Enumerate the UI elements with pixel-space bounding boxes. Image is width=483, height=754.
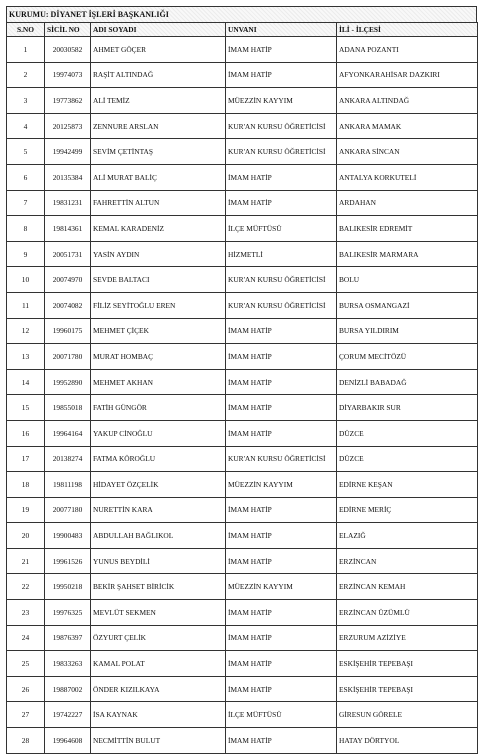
job-title: İMAM HATİP [226,164,337,190]
person-name: MEHMET ÇİÇEK [91,318,226,344]
table-row [7,472,478,498]
row-number: 21 [7,548,45,574]
person-name: KEMAL KARADENİZ [91,216,226,242]
sicil-number: 19855018 [45,395,91,421]
table-row [7,241,478,267]
job-title: MÜEZZİN KAYYIM [226,574,337,600]
location-cell: DÜZCE [337,446,478,472]
sicil-number: 19876397 [45,625,91,651]
person-name: YUNUS BEYDİLİ [91,548,226,574]
table-row [7,292,478,318]
table-row [7,497,478,523]
sicil-number: 20138274 [45,446,91,472]
sicil-number: 19811198 [45,472,91,498]
table-row [7,395,478,421]
row-number: 20 [7,523,45,549]
row-number: 13 [7,344,45,370]
row-number: 15 [7,395,45,421]
sicil-number: 19950218 [45,574,91,600]
location-cell: ESKİŞEHİR TEPEBAŞI [337,676,478,702]
job-title: İLÇE MÜFTÜSÜ [226,702,337,728]
job-title: İMAM HATİP [226,62,337,88]
job-title: MÜEZZİN KAYYIM [226,88,337,114]
location-cell: ANKARA SİNCAN [337,139,478,165]
table-row [7,318,478,344]
person-name: YASİN AYDIN [91,241,226,267]
location-cell: EDİRNE MERİÇ [337,497,478,523]
table-header-row [7,23,478,37]
row-number: 9 [7,241,45,267]
location-cell: ANTALYA KORKUTELİ [337,164,478,190]
job-title: İMAM HATİP [226,651,337,677]
row-number: 2 [7,62,45,88]
job-title: İMAM HATİP [226,395,337,421]
location-cell: ERZİNCAN ÜZÜMLÜ [337,600,478,626]
person-name: ALİ TEMİZ [91,88,226,114]
institution-title: KURUMU: DİYANET İŞLERİ BAŞKANLIĞI [6,6,477,22]
table-row [7,164,478,190]
row-number: 17 [7,446,45,472]
location-cell: DİYARBAKIR SUR [337,395,478,421]
person-name: FATMA KÖROĞLU [91,446,226,472]
sicil-number: 20074082 [45,292,91,318]
sicil-number: 19742227 [45,702,91,728]
job-title: HİZMETLİ [226,241,337,267]
job-title: MÜEZZİN KAYYIM [226,472,337,498]
person-name: ÖZYURT ÇELİK [91,625,226,651]
row-number: 8 [7,216,45,242]
row-number: 3 [7,88,45,114]
person-name: FİLİZ SEYİTOĞLU EREN [91,292,226,318]
table-row [7,62,478,88]
sicil-number: 19900483 [45,523,91,549]
column-header-sicil: SİCİL NO [45,23,91,37]
column-header-title: UNVANI [226,23,337,37]
table-row [7,216,478,242]
person-name: ÖNDER KIZILKAYA [91,676,226,702]
row-number: 1 [7,37,45,63]
row-number: 6 [7,164,45,190]
sicil-number: 19952890 [45,369,91,395]
person-name: MEVLÜT SEKMEN [91,600,226,626]
row-number: 26 [7,676,45,702]
location-cell: ÇORUM MECİTÖZÜ [337,344,478,370]
location-cell: HATAY DÖRTYOL [337,728,478,754]
person-name: MURAT HOMBAÇ [91,344,226,370]
sicil-number: 19964608 [45,728,91,754]
person-name: FAHRETTİN ALTUN [91,190,226,216]
row-number: 14 [7,369,45,395]
table-row [7,728,478,754]
sicil-number: 19960175 [45,318,91,344]
location-cell: DÜZCE [337,420,478,446]
document-page [6,6,477,754]
column-header-sno: S.NO [7,23,45,37]
sicil-number: 19974073 [45,62,91,88]
location-cell: ANKARA ALTINDAĞ [337,88,478,114]
location-cell: BURSA OSMANGAZİ [337,292,478,318]
row-number: 18 [7,472,45,498]
sicil-number: 19814361 [45,216,91,242]
person-name: FATİH GÜNGÖR [91,395,226,421]
table-row [7,369,478,395]
sicil-number: 20074970 [45,267,91,293]
table-row [7,523,478,549]
sicil-number: 20051731 [45,241,91,267]
sicil-number: 20125873 [45,113,91,139]
column-header-name: ADI SOYADI [91,23,226,37]
location-cell: ERZİNCAN [337,548,478,574]
sicil-number: 20071780 [45,344,91,370]
location-cell: ESKİŞEHİR TEPEBAŞI [337,651,478,677]
person-name: İSA KAYNAK [91,702,226,728]
location-cell: ANKARA MAMAK [337,113,478,139]
person-name: KAMAL POLAT [91,651,226,677]
row-number: 7 [7,190,45,216]
job-title: İMAM HATİP [226,37,337,63]
location-cell: ERZİNCAN KEMAH [337,574,478,600]
table-row [7,420,478,446]
table-row [7,190,478,216]
table-row [7,344,478,370]
job-title: KUR'AN KURSU ÖĞRETİCİSİ [226,267,337,293]
job-title: KUR'AN KURSU ÖĞRETİCİSİ [226,446,337,472]
table-row [7,574,478,600]
column-header-location: İLİ - İLÇESİ [337,23,478,37]
table-row [7,625,478,651]
job-title: KUR'AN KURSU ÖĞRETİCİSİ [226,139,337,165]
table-row [7,446,478,472]
row-number: 23 [7,600,45,626]
location-cell: ERZURUM AZİZİYE [337,625,478,651]
sicil-number: 20135384 [45,164,91,190]
row-number: 24 [7,625,45,651]
job-title: İMAM HATİP [226,369,337,395]
row-number: 22 [7,574,45,600]
location-cell: ELAZIĞ [337,523,478,549]
sicil-number: 19833263 [45,651,91,677]
row-number: 10 [7,267,45,293]
table-row [7,676,478,702]
job-title: İMAM HATİP [226,190,337,216]
table-row [7,548,478,574]
job-title: İMAM HATİP [226,548,337,574]
location-cell: BALIKESİR MARMARA [337,241,478,267]
sicil-number: 20077180 [45,497,91,523]
job-title: İMAM HATİP [226,728,337,754]
person-name: NECMİTTİN BULUT [91,728,226,754]
person-name: ALİ MURAT BALİÇ [91,164,226,190]
table-row [7,139,478,165]
job-title: KUR'AN KURSU ÖĞRETİCİSİ [226,292,337,318]
person-name: ZENNURE ARSLAN [91,113,226,139]
sicil-number: 19964164 [45,420,91,446]
sicil-number: 19961526 [45,548,91,574]
table-row [7,651,478,677]
job-title: İMAM HATİP [226,497,337,523]
job-title: KUR'AN KURSU ÖĞRETİCİSİ [226,113,337,139]
sicil-number: 19831231 [45,190,91,216]
job-title: İMAM HATİP [226,676,337,702]
person-name: YAKUP CİNOĞLU [91,420,226,446]
location-cell: AFYONKARAHİSAR DAZKIRI [337,62,478,88]
person-name: BEKİR ŞAHSET BİRİCİK [91,574,226,600]
table-row [7,37,478,63]
personnel-table [6,22,478,754]
row-number: 27 [7,702,45,728]
job-title: İMAM HATİP [226,523,337,549]
person-name: SEVİM ÇETİNTAŞ [91,139,226,165]
location-cell: GİRESUN GÖRELE [337,702,478,728]
person-name: SEVDE BALTACI [91,267,226,293]
sicil-number: 20030582 [45,37,91,63]
sicil-number: 19942499 [45,139,91,165]
location-cell: DENİZLİ BABADAĞ [337,369,478,395]
sicil-number: 19887002 [45,676,91,702]
job-title: İMAM HATİP [226,344,337,370]
sicil-number: 19976325 [45,600,91,626]
row-number: 19 [7,497,45,523]
table-row [7,113,478,139]
job-title: İMAM HATİP [226,600,337,626]
person-name: MEHMET AKHAN [91,369,226,395]
location-cell: ADANA POZANTI [337,37,478,63]
row-number: 5 [7,139,45,165]
location-cell: ARDAHAN [337,190,478,216]
location-cell: BURSA YILDIRIM [337,318,478,344]
job-title: İLÇE MÜFTÜSÜ [226,216,337,242]
location-cell: BALIKESİR EDREMİT [337,216,478,242]
table-row [7,600,478,626]
row-number: 4 [7,113,45,139]
row-number: 12 [7,318,45,344]
table-row [7,267,478,293]
person-name: ABDULLAH BAĞLIKOL [91,523,226,549]
job-title: İMAM HATİP [226,420,337,446]
person-name: NURETTİN KARA [91,497,226,523]
location-cell: EDİRNE KEŞAN [337,472,478,498]
person-name: HİDAYET ÖZÇELİK [91,472,226,498]
sicil-number: 19773862 [45,88,91,114]
table-row [7,702,478,728]
job-title: İMAM HATİP [226,625,337,651]
person-name: RAŞİT ALTINDAĞ [91,62,226,88]
row-number: 11 [7,292,45,318]
person-name: AHMET GÖÇER [91,37,226,63]
job-title: İMAM HATİP [226,318,337,344]
location-cell: BOLU [337,267,478,293]
table-row [7,88,478,114]
row-number: 16 [7,420,45,446]
row-number: 28 [7,728,45,754]
row-number: 25 [7,651,45,677]
